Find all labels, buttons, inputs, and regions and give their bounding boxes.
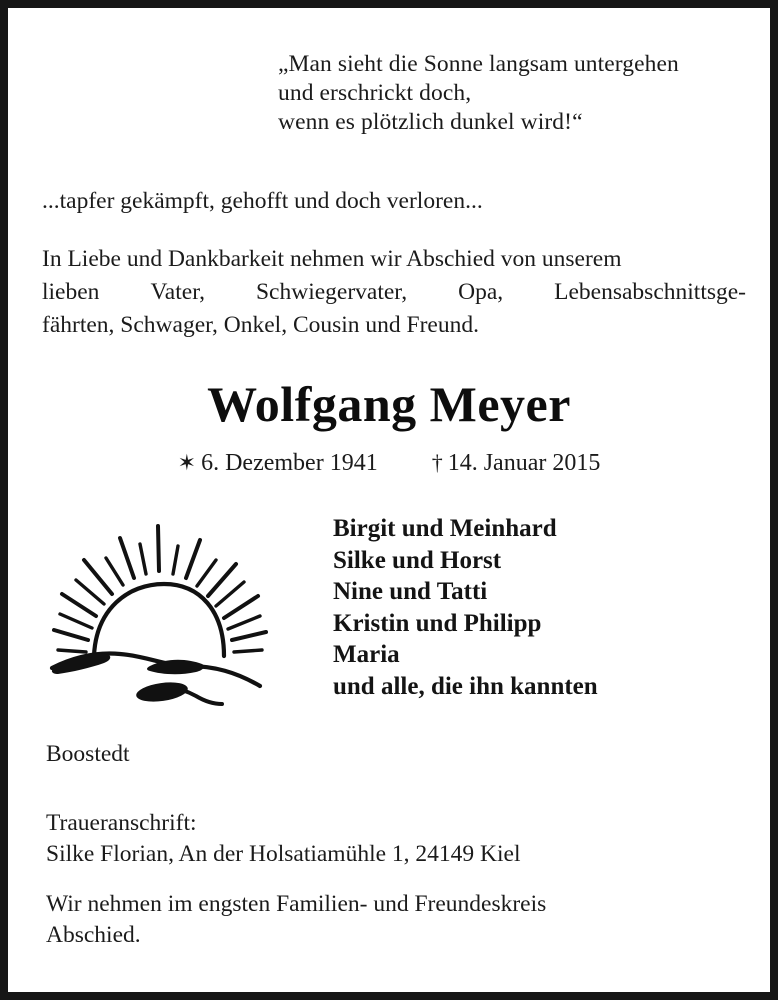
lead-word: lieben [42, 279, 100, 305]
birth-star-icon: ✶ [177, 450, 197, 475]
closing-line-1: Wir nehmen im engsten Familien- und Freundeskreis [46, 891, 547, 917]
sun-over-hills-icon [46, 516, 286, 706]
death-date: 14. Januar 2015 [447, 450, 601, 476]
lead-line-2 [42, 276, 746, 309]
family-name: Silke und Horst [333, 546, 502, 574]
address-label: Traueranschrift: [46, 810, 197, 836]
family-name: Nine und Tatti [333, 578, 488, 605]
mourning-address [46, 808, 521, 870]
place-name: Boostedt [46, 741, 130, 767]
quote-line-1: „Man sieht die Sonne langsam untergehen [278, 51, 679, 77]
birth-date: 6. Dezember 1941 [201, 450, 378, 476]
lead-word: Opa, [458, 279, 504, 305]
closing-note [46, 889, 726, 951]
life-dates [8, 448, 770, 478]
quote-line-2: und erschrickt doch, [278, 80, 472, 106]
lead-line-1: In Liebe und Dankbarkeit nehmen wir Abschied von unserem [42, 246, 622, 272]
death-cross-icon: † [431, 450, 443, 475]
lead-word: Schwiegervater, [255, 279, 408, 305]
family-name: Kristin und Philipp [333, 609, 542, 637]
lead-line-3: fährten, Schwager, Onkel, Cousin und Freund. [42, 312, 479, 338]
intro-line: ...tapfer gekämpft, gehofft und doch verloren... [42, 188, 483, 214]
lead-word: Vater, [150, 279, 205, 305]
lead-paragraph [42, 243, 746, 342]
closing-line-2: Abschied. [46, 922, 141, 948]
family-name: und alle, die ihn kannten [333, 672, 598, 700]
quote-line-3: wenn es plötzlich dunkel wird!“ [278, 109, 583, 135]
family-name: Birgit und Meinhard [333, 515, 557, 542]
address-value: Silke Florian, An der Holsatiamühle 1, 24149 Kiel [46, 841, 521, 867]
family-name: Maria [333, 641, 400, 668]
memorial-quote [278, 50, 748, 137]
family-names [333, 513, 598, 702]
deceased-name: Wolfgang Meyer [207, 376, 571, 432]
lead-word: Lebensabschnittsge- [554, 279, 746, 305]
notice-inner [8, 8, 770, 992]
